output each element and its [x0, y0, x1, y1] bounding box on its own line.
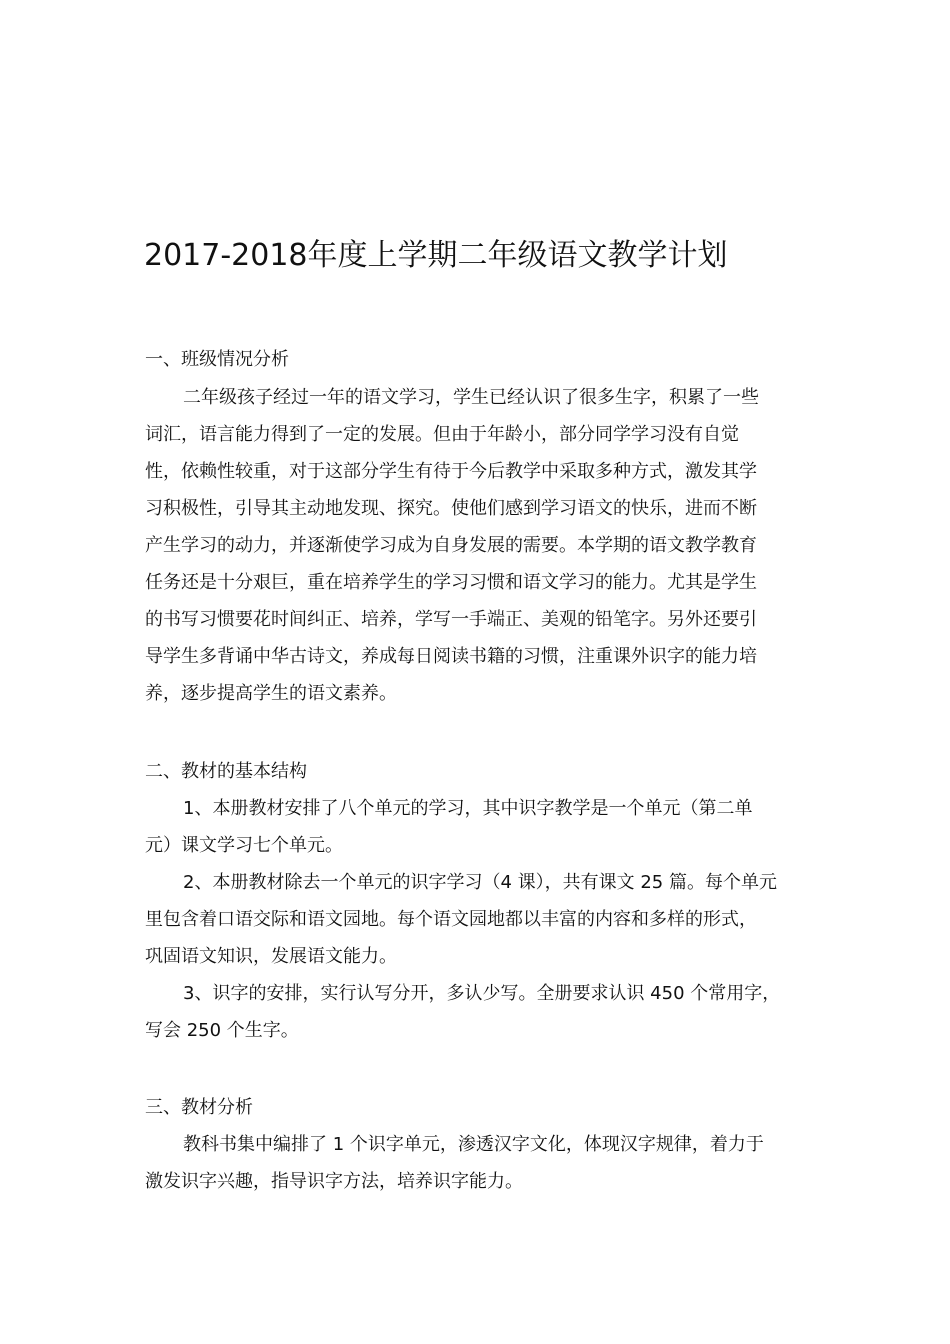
paragraph-line: 养，逐步提高学生的语文素养。	[145, 683, 397, 704]
section-heading: 三、教材分析	[145, 1097, 253, 1118]
paragraph-line: 里包含着口语交际和语文园地。每个语文园地都以丰富的内容和多样的形式，	[145, 909, 757, 930]
paragraph-line: 任务还是十分艰巨，重在培养学生的学习习惯和语文学习的能力。尤其是学生	[145, 572, 757, 593]
document-title: 2017-2018年度上学期二年级语文教学计划	[144, 238, 728, 273]
paragraph-line: 1、本册教材安排了八个单元的学习，其中识字教学是一个单元（第二单	[183, 798, 753, 819]
paragraph-line: 词汇，语言能力得到了一定的发展。但由于年龄小，部分同学学习没有自觉	[145, 424, 739, 445]
paragraph-line: 2、本册教材除去一个单元的识字学习（4 课），共有课文 25 篇。每个单元	[183, 872, 777, 893]
paragraph-line: 性，依赖性较重，对于这部分学生有待于今后教学中采取多种方式，激发其学	[145, 461, 757, 482]
paragraph-line: 巩固语文知识，发展语文能力。	[145, 946, 397, 967]
paragraph-line: 激发识字兴趣，指导识字方法，培养识字能力。	[145, 1171, 523, 1192]
section-heading: 二、教材的基本结构	[145, 761, 307, 782]
paragraph-line: 3、识字的安排，实行认写分开，多认少写。全册要求认识 450 个常用字，	[183, 983, 781, 1004]
paragraph-line: 二年级孩子经过一年的语文学习，学生已经认识了很多生字，积累了一些	[183, 387, 759, 408]
paragraph-line: 的书写习惯要花时间纠正、培养，学写一手端正、美观的铅笔字。另外还要引	[145, 609, 757, 630]
paragraph-line: 产生学习的动力，并逐渐使学习成为自身发展的需要。本学期的语文教学教育	[145, 535, 757, 556]
paragraph-line: 教科书集中编排了 1 个识字单元，渗透汉字文化，体现汉字规律，着力于	[183, 1134, 764, 1155]
paragraph-line: 写会 250 个生字。	[145, 1020, 299, 1041]
paragraph-line: 导学生多背诵中华古诗文，养成每日阅读书籍的习惯，注重课外识字的能力培	[145, 646, 757, 667]
paragraph-line: 习积极性，引导其主动地发现、探究。使他们感到学习语文的快乐，进而不断	[145, 498, 757, 519]
paragraph-line: 元）课文学习七个单元。	[145, 835, 343, 856]
section-heading: 一、班级情况分析	[145, 349, 289, 370]
